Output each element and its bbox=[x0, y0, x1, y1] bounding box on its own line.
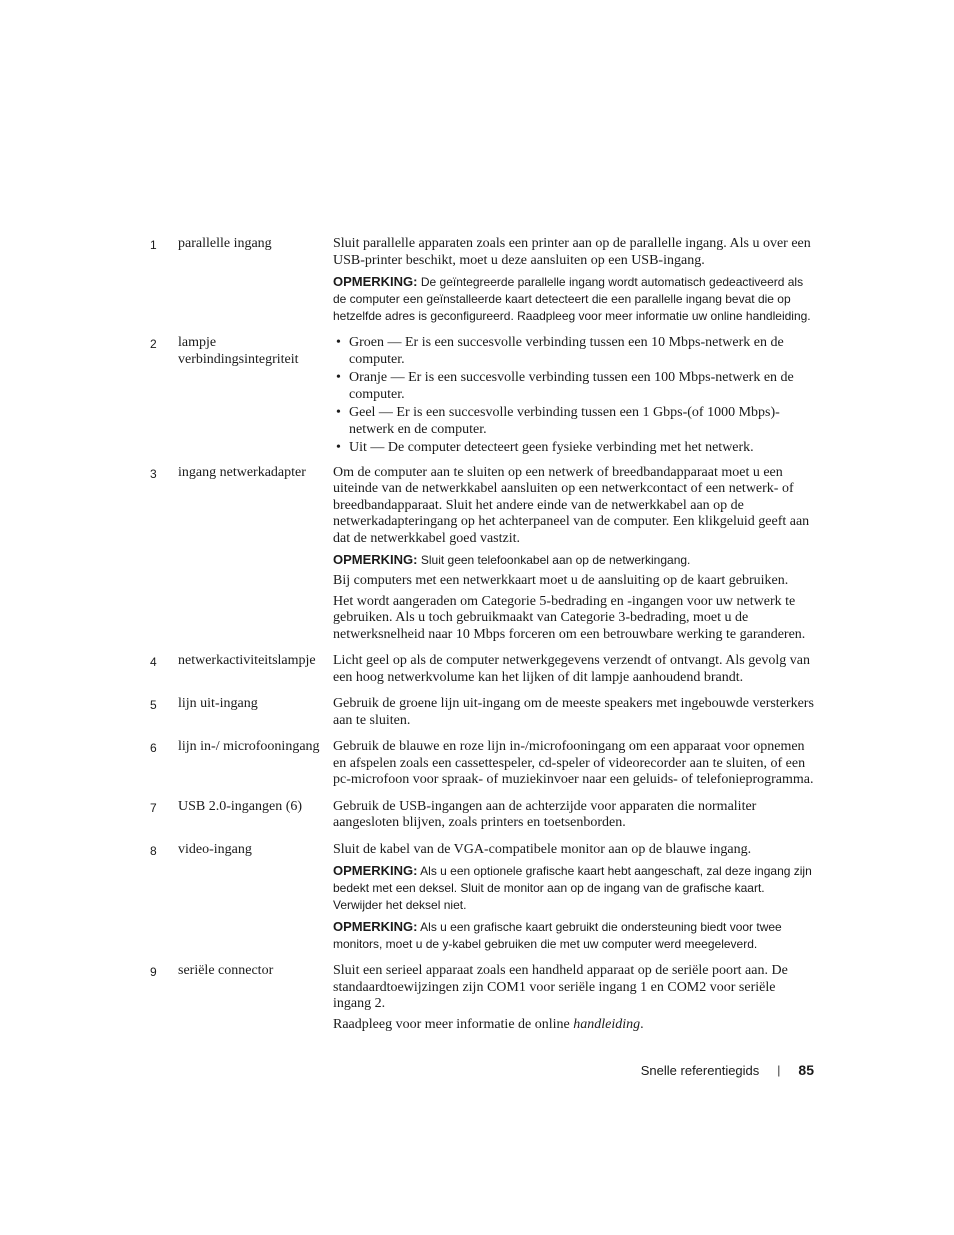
connector-description bbox=[333, 842, 815, 958]
note-label: OPMERKING: bbox=[333, 274, 418, 289]
note-label: OPMERKING: bbox=[333, 919, 418, 934]
footer-section-title: Snelle referentiegids bbox=[640, 1062, 760, 1078]
connector-description bbox=[333, 236, 815, 329]
description-text: Licht geel op als de computer netwerkgegevens verzendt of ontvangt. Als gevolg van een hoog netwerkvolume kan het lijken of dit lampje aanhoudend brandt. bbox=[333, 653, 811, 685]
reference-suffix: . bbox=[640, 1016, 644, 1032]
connector-description bbox=[333, 335, 815, 459]
list-item: • Geel — Er is een succesvolle verbinding tussen een 1 Gbps-(of 1000 Mbps)-netwerk en de computer. bbox=[333, 405, 815, 438]
table-row bbox=[150, 653, 815, 690]
connector-description bbox=[333, 739, 815, 793]
row-number: 1 bbox=[150, 238, 157, 252]
connector-name: seriële connector bbox=[178, 963, 274, 978]
reference-text bbox=[333, 1017, 815, 1034]
table-row bbox=[150, 335, 815, 459]
row-number: 9 bbox=[150, 965, 157, 979]
note-text: Als u een optionele grafische kaart hebt aangeschaft, zal deze ingang zijn bedekt met een deksel. Sluit de monitor aan op de ingang van de grafische kaart. Verwijder het deksel niet. bbox=[333, 864, 812, 912]
row-number: 2 bbox=[150, 337, 157, 351]
status-list bbox=[333, 335, 815, 457]
connector-description bbox=[333, 799, 815, 836]
connector-name: video-ingang bbox=[178, 841, 252, 857]
table-row bbox=[150, 799, 815, 836]
row-number: 6 bbox=[150, 741, 157, 755]
description-text: Gebruik de groene lijn uit-ingang om de meeste speakers met ingebouwde versterkers aan te sluiten. bbox=[333, 696, 814, 728]
list-item: • Groen — Er is een succesvolle verbinding tussen een 10 Mbps-netwerk en de computer. bbox=[333, 335, 815, 368]
table-row bbox=[150, 465, 815, 648]
table-row bbox=[150, 842, 815, 958]
row-number: 7 bbox=[150, 800, 157, 815]
table-row bbox=[150, 739, 815, 793]
row-number: 4 bbox=[150, 655, 157, 669]
description-text: Sluit parallelle apparaten zoals een printer aan op de parallelle ingang. Als u over een USB-printer beschikt, moet u deze aansluiten op een USB-ingang. bbox=[333, 236, 811, 268]
table-row bbox=[150, 236, 815, 329]
row-number: 8 bbox=[150, 843, 157, 858]
note bbox=[333, 551, 815, 569]
note-text: Sluit geen telefoonkabel aan op de netwerkingang. bbox=[420, 553, 691, 567]
note bbox=[333, 273, 815, 325]
connector-table bbox=[150, 236, 815, 1043]
connector-name: lampje verbindingsintegriteit bbox=[178, 335, 299, 367]
footer-separator: | bbox=[777, 1063, 781, 1077]
note-label: OPMERKING: bbox=[333, 863, 418, 878]
connector-description bbox=[333, 653, 815, 690]
connector-name: ingang netwerkadapter bbox=[178, 464, 306, 480]
connector-name: lijn in-/ microfooningang bbox=[178, 739, 320, 754]
description-text: Om de computer aan te sluiten op een netwerk of breedbandapparaat moet u een uiteinde van de netwerkkabel aansluiten op een netwerkcontact of een netwerk- of breedbandapparaat. Sluit het andere einde van de netwerkkabel aan op de netwerkadapteringang op het achterpaneel van de computer. Een klikgeluid geeft aan dat de netwerkkabel goed vastzit. bbox=[333, 464, 810, 546]
description-text: Gebruik de USB-ingangen aan de achterzijde voor apparaten die normaliter aangesloten blijven, zoals printers en toetsenborden. bbox=[333, 798, 757, 830]
connector-name: lijn uit-ingang bbox=[178, 696, 258, 711]
connector-description bbox=[333, 465, 815, 648]
note-text: Als u een grafische kaart gebruikt die ondersteuning biedt voor twee monitors, moet u de y-kabel gebruiken die met uw computer werd meegeleverd. bbox=[333, 920, 782, 951]
note bbox=[333, 918, 815, 953]
manual-reference: handleiding bbox=[573, 1016, 641, 1032]
connector-description bbox=[333, 696, 815, 733]
list-item: • Oranje — Er is een succesvolle verbinding tussen een 100 Mbps-netwerk en de computer. bbox=[333, 370, 815, 403]
description-text: Bij computers met een netwerkkaart moet u de aansluiting op de kaart gebruiken. bbox=[333, 573, 789, 588]
page-number: 85 bbox=[798, 1062, 814, 1078]
page-footer bbox=[641, 1062, 814, 1078]
description-text: Sluit een serieel apparaat zoals een handheld apparaat op de seriële poort aan. De standaardtoewijzingen zijn COM1 voor seriële ingang 1 en COM2 voor seriële ingang 2. bbox=[333, 963, 788, 1011]
note-text: De geïntegreerde parallelle ingang wordt automatisch gedeactiveerd als de computer een geïnstalleerde kaart detecteert die een parallelle ingang bevat die op hetzelfde adres is geconfigureerd. Raadpleeg voor meer informatie uw online handleiding. bbox=[333, 275, 811, 323]
connector-name: parallelle ingang bbox=[178, 236, 272, 251]
table-row bbox=[150, 696, 815, 733]
note bbox=[333, 862, 815, 914]
description-text: Sluit de kabel van de VGA-compatibele monitor aan op de blauwe ingang. bbox=[333, 841, 752, 857]
row-number: 5 bbox=[150, 698, 157, 712]
list-item: • Uit — De computer detecteert geen fysieke verbinding met het netwerk. bbox=[333, 440, 815, 457]
description-text: Het wordt aangeraden om Categorie 5-bedrading en -ingangen voor uw netwerk te gebruiken. Als u toch gebruikmaakt van Categorie 3-bedrading, moet u de netwerksnelheid naar 10 Mbps forceren om een betrouwbare werking te garanderen. bbox=[333, 593, 806, 642]
connector-name: USB 2.0-ingangen (6) bbox=[178, 798, 303, 814]
connector-description bbox=[333, 963, 815, 1037]
note-label: OPMERKING: bbox=[333, 552, 418, 567]
connector-name: netwerkactiviteitslampje bbox=[178, 653, 316, 668]
row-number: 3 bbox=[150, 466, 157, 481]
description-text: Gebruik de blauwe en roze lijn in-/microfooningang om een apparaat voor opnemen en afspelen zoals een cassettespeler, cd-speler of videorecorder aan te sluiten, of een pc-microfoon voor spraak- of muziekinvoer naar een geluids- of telefonieprogramma. bbox=[333, 739, 814, 787]
table-row bbox=[150, 963, 815, 1037]
reference-prefix: Raadpleeg voor meer informatie de online bbox=[333, 1016, 574, 1032]
